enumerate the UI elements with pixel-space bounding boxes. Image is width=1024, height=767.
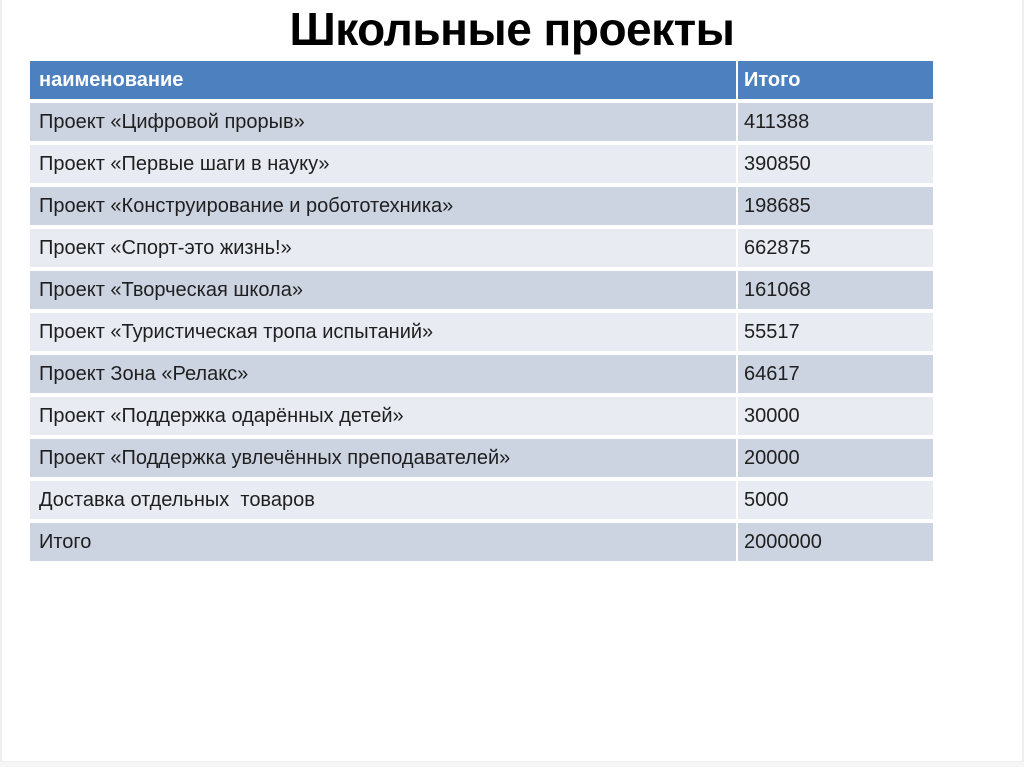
- project-name-cell: Проект «Поддержка одарённых детей»: [30, 397, 736, 435]
- project-name-cell: Проект «Туристическая тропа испытаний»: [30, 313, 736, 351]
- table-row: [30, 481, 933, 519]
- total-value-cell: 2000000: [738, 523, 933, 561]
- project-name-cell: Проект «Поддержка увлечённых преподавателей»: [30, 439, 736, 477]
- table-row: [30, 271, 933, 309]
- project-name-cell: Проект «Спорт-это жизнь!»: [30, 229, 736, 267]
- slide-left-edge: [0, 0, 2, 767]
- total-value-cell: 55517: [738, 313, 933, 351]
- header-cell-name: наименование: [30, 61, 736, 99]
- table-row: [30, 145, 933, 183]
- slide-bottom-strip: [0, 761, 1024, 767]
- table-row: [30, 397, 933, 435]
- total-value-cell: 30000: [738, 397, 933, 435]
- project-name-cell: Проект «Первые шаги в науку»: [30, 145, 736, 183]
- total-value-cell: 198685: [738, 187, 933, 225]
- total-value-cell: 411388: [738, 103, 933, 141]
- project-name-cell: Доставка отдельных товаров: [30, 481, 736, 519]
- project-name-cell: Проект «Цифровой прорыв»: [30, 103, 736, 141]
- total-value-cell: 390850: [738, 145, 933, 183]
- total-value-cell: 20000: [738, 439, 933, 477]
- project-name-cell: Итого: [30, 523, 736, 561]
- project-name-cell: Проект Зона «Релакс»: [30, 355, 736, 393]
- table-row: [30, 355, 933, 393]
- table-row: [30, 229, 933, 267]
- total-value-cell: 5000: [738, 481, 933, 519]
- table-row: [30, 313, 933, 351]
- total-value-cell: 161068: [738, 271, 933, 309]
- header-cell-total: Итого: [738, 61, 933, 99]
- table-row: [30, 103, 933, 141]
- projects-table: [30, 61, 933, 561]
- table-header-row: [30, 61, 933, 99]
- total-value-cell: 662875: [738, 229, 933, 267]
- table-row: [30, 439, 933, 477]
- project-name-cell: Проект «Творческая школа»: [30, 271, 736, 309]
- table-row: [30, 523, 933, 561]
- page-title: Школьные проекты: [289, 3, 735, 55]
- project-name-cell: Проект «Конструирование и робототехника»: [30, 187, 736, 225]
- total-value-cell: 64617: [738, 355, 933, 393]
- table-row: [30, 187, 933, 225]
